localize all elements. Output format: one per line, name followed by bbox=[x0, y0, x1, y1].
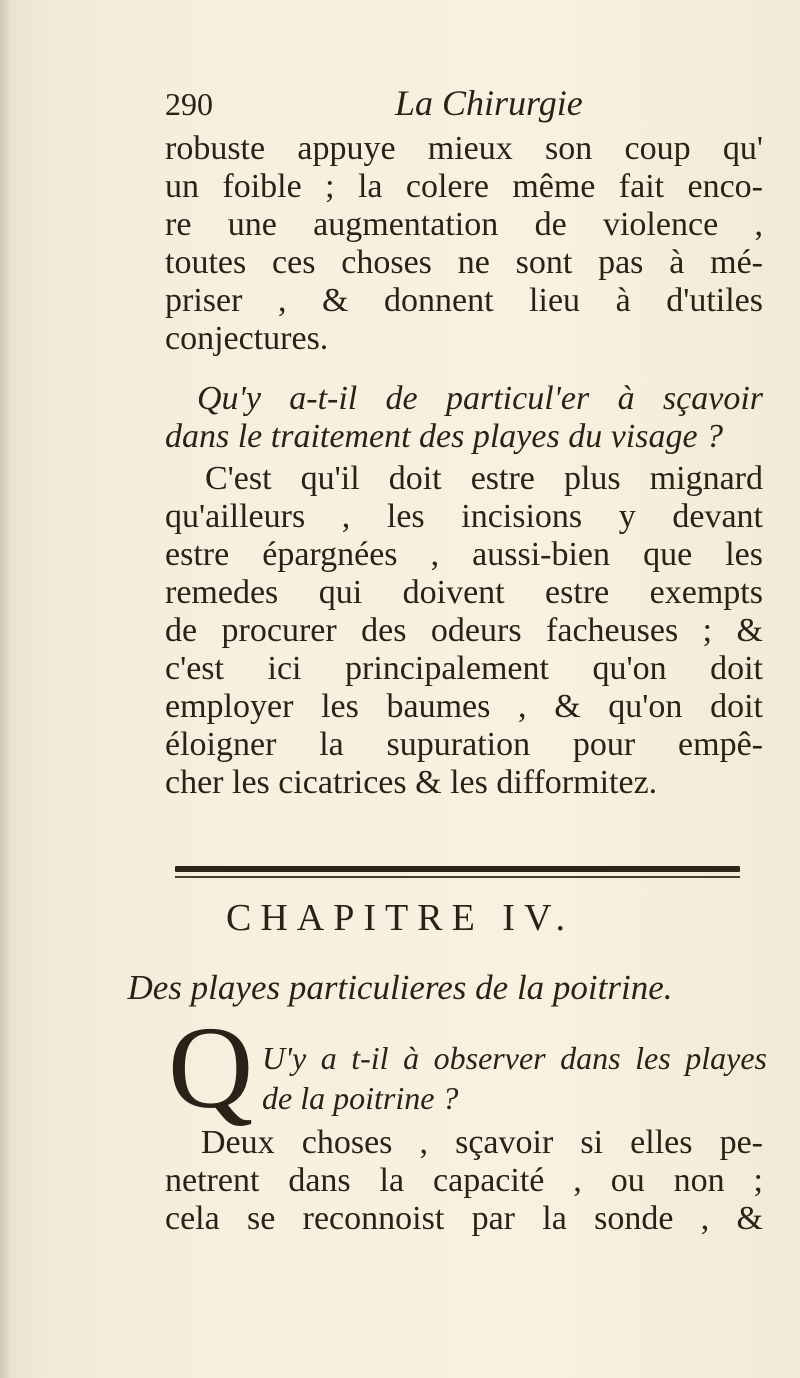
chapter-heading: CHAPITRE IV. bbox=[226, 897, 574, 939]
page-binding-edge bbox=[0, 0, 10, 1378]
text-line: éloigner la supuration pour empê- bbox=[165, 726, 763, 763]
text-line: priser , & donnent lieu à d'utiles bbox=[165, 282, 763, 319]
text-line: cela se reconnoist par la sonde , & bbox=[165, 1200, 763, 1237]
text-line: U'y a t-il à observer dans les playes bbox=[262, 1040, 767, 1076]
text-line: robuste appuye mieux son coup qu' bbox=[165, 130, 763, 167]
text-line: Qu'y a-t-il de particul'er à sçavoir bbox=[197, 380, 763, 417]
section-rule-thin bbox=[175, 876, 740, 878]
text-line: de procurer des odeurs facheuses ; & bbox=[165, 612, 763, 649]
question-poitrine bbox=[262, 1038, 767, 1118]
text-line: netrent dans la capacité , ou non ; bbox=[165, 1162, 763, 1199]
running-title: La Chirurgie bbox=[395, 83, 583, 123]
text-line: remedes qui doivent estre exempts bbox=[165, 574, 763, 611]
section-rule bbox=[175, 866, 740, 872]
text-line: C'est qu'il doit estre plus mignard bbox=[205, 460, 763, 497]
text-line: estre épargnées , aussi-bien que les bbox=[165, 536, 763, 573]
answer-poitrine bbox=[165, 1124, 763, 1238]
answer-visage bbox=[165, 460, 763, 802]
chapter-subtitle: Des playes particulieres de la poitrine. bbox=[127, 968, 673, 1007]
text-line: de la poitrine ? bbox=[262, 1080, 459, 1116]
text-line: toutes ces choses ne sont pas à mé- bbox=[165, 244, 763, 281]
paragraph-continuation bbox=[165, 130, 763, 358]
text-line: conjectures. bbox=[165, 320, 329, 357]
text-line: qu'ailleurs , les incisions y devant bbox=[165, 498, 763, 535]
text-line: c'est ici principalement qu'on doit bbox=[165, 650, 763, 687]
text-line: un foible ; la colere même fait enco- bbox=[165, 168, 763, 205]
page-header bbox=[165, 82, 765, 132]
drop-cap: Q bbox=[168, 1002, 254, 1133]
question-visage bbox=[165, 380, 763, 456]
text-line: dans le traitement des playes du visage ? bbox=[165, 418, 724, 455]
page-number: 290 bbox=[165, 86, 213, 122]
text-line: re une augmentation de violence , bbox=[165, 206, 763, 243]
text-line: employer les baumes , & qu'on doit bbox=[165, 688, 763, 725]
text-line: cher les cicatrices & les difformitez. bbox=[165, 764, 658, 801]
text-line: Deux choses , sçavoir si elles pe- bbox=[201, 1124, 763, 1161]
